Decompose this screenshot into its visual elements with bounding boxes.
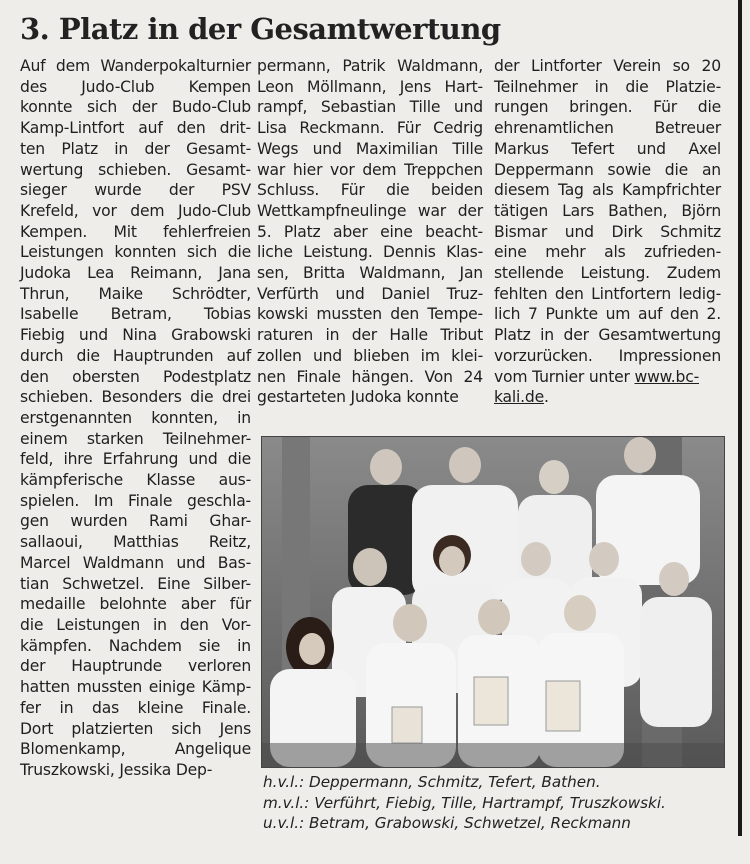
article-line: des Judo-Club Kempen (20, 77, 251, 96)
article-line: gestarteten Judoka konnte (257, 388, 459, 407)
article-line: einem starken Teilnehmer- (20, 429, 251, 448)
article-line: raturen in der Halle Tribut (257, 326, 483, 345)
article-line: Wettkampfneulinge war der (257, 201, 483, 220)
article-line: permann, Patrik Waldmann, (257, 57, 483, 75)
article-line: den obersten Podestplatz (20, 367, 251, 386)
article-line: liche Leistung. Dennis Klas- (257, 243, 483, 262)
article-line: Platz in der Gesamtwertung (494, 326, 721, 345)
article-line: Auf dem Wanderpokalturnier (20, 57, 251, 75)
article-line: lich 7 Punkte um auf den 2. (494, 305, 721, 324)
article-line: Fiebig und Nina Grabowski (20, 326, 251, 345)
article-line: medaille belohnte aber für (20, 595, 251, 614)
article-line: fer in das kleine Finale. (20, 698, 251, 717)
article-line: Thrun, Maike Schrödter, (20, 284, 251, 303)
article-line: hatten mussten einige Kämp- (20, 678, 251, 697)
article-line: durch die Hauptrunden auf (20, 346, 251, 365)
article-line: sen, Britta Waldmann, Jan (257, 264, 483, 283)
caption-line: u.v.l.: Betram, Grabowski, Schwetzel, Reckmann (263, 814, 631, 832)
article-line: feld, ihre Erfahrung und die (20, 450, 251, 469)
article-line: der Lintforter Verein so 20 (494, 57, 721, 75)
website-link[interactable]: www.bc- (634, 367, 700, 386)
article-line: der Hauptrunde verloren (20, 657, 251, 676)
article-line: zollen und blieben im klei- (257, 346, 483, 365)
article-line: Kamp-Lintfort auf den drit- (20, 119, 251, 138)
article-line: eine mehr als zufrieden- (494, 243, 721, 262)
caption-line: h.v.l.: Deppermann, Schmitz, Tefert, Bathen. (263, 773, 601, 791)
article-line: Leon Möllmann, Jens Hart- (257, 77, 483, 96)
article-line: Krefeld, vor dem Judo-Club (20, 201, 251, 220)
article-line: erstgenannten konnten, in (20, 408, 251, 427)
article-line: vom Turnier unter www.bc- (494, 367, 700, 386)
article-line: kämpferische Klasse aus- (20, 471, 251, 490)
article-line: stellende Leistung. Zudem (494, 264, 721, 283)
article-line: Teilnehmer in die Platzie- (494, 77, 721, 96)
article-line: konnte sich der Budo-Club (20, 98, 251, 117)
article-line: nen Finale hängen. Von 24 (257, 367, 483, 386)
article-line: vorzurücken. Impressionen (494, 346, 721, 365)
article-line: rungen bringen. Für die (494, 98, 721, 117)
article-line: Judoka Lea Reimann, Jana (20, 264, 251, 283)
article-column-3 (494, 56, 721, 408)
article-line: Dort platzierten sich Jens (20, 719, 251, 738)
article-line: kämpfen. Nachdem sie in (20, 636, 251, 655)
article-line: Kempen. Mit fehlerfreien (20, 222, 251, 241)
article-line: Marcel Waldmann und Bas- (20, 553, 251, 572)
article-line: kali.de. (494, 388, 549, 407)
article-line: sallaoui, Matthias Reitz, (20, 533, 251, 552)
article-line: diesem Tag als Kampfrichter (494, 181, 721, 200)
article-line: Truszkowski, Jessika Dep- (20, 760, 213, 779)
article-line: Bismar und Dirk Schmitz (494, 222, 721, 241)
article-line: Wegs und Maximilian Tille (257, 139, 483, 158)
article-line: schieben. Besonders die drei (20, 388, 251, 407)
photo-caption (263, 772, 666, 834)
article-line: Verfürth und Daniel Truz- (257, 284, 483, 303)
article-line: Blomenkamp, Angelique (20, 740, 251, 759)
article-line: gen wurden Rami Ghar- (20, 512, 251, 531)
article-line: Lisa Reckmann. Für Cedrig (257, 119, 483, 138)
article-line: wertung schieben. Gesamt- (20, 160, 251, 179)
article-line: Leistungen konnten sich die (20, 243, 251, 262)
article-line: kowski mussten den Tempe- (257, 305, 483, 324)
website-link-continued[interactable]: kali.de (494, 388, 545, 407)
article-column-1 (20, 56, 251, 781)
article-line: rampf, Sebastian Tille und (257, 98, 483, 117)
caption-line: m.v.l.: Verführt, Fiebig, Tille, Hartrampf, Truszkowski. (263, 793, 666, 812)
article-line: sieger wurde der PSV (20, 181, 251, 200)
article-headline: 3. Platz in der Gesamtwertung (20, 12, 501, 46)
article-line: ten Platz in der Gesamt- (20, 139, 251, 158)
article-line: Markus Tefert und Axel (494, 139, 721, 158)
article-line: Deppermann sowie die an (494, 160, 721, 179)
page-edge-rule (738, 0, 742, 836)
article-line: Isabelle Betram, Tobias (20, 305, 251, 324)
team-photo (261, 436, 725, 768)
article-line: war hier vor dem Treppchen (257, 160, 483, 179)
article-line: Schluss. Für die beiden (257, 181, 483, 200)
article-line: spielen. Im Finale geschla- (20, 491, 251, 510)
article-line: die Leistungen in den Vor- (20, 615, 251, 634)
article-line: 5. Platz aber eine beacht- (257, 222, 483, 241)
article-column-2 (257, 56, 483, 408)
article-line: tian Schwetzel. Eine Silber- (20, 574, 251, 593)
article-line: tätigen Lars Bathen, Björn (494, 201, 721, 220)
article-line: fehlten den Lintfortern ledig- (494, 284, 721, 303)
article-line: ehrenamtlichen Betreuer (494, 119, 721, 138)
